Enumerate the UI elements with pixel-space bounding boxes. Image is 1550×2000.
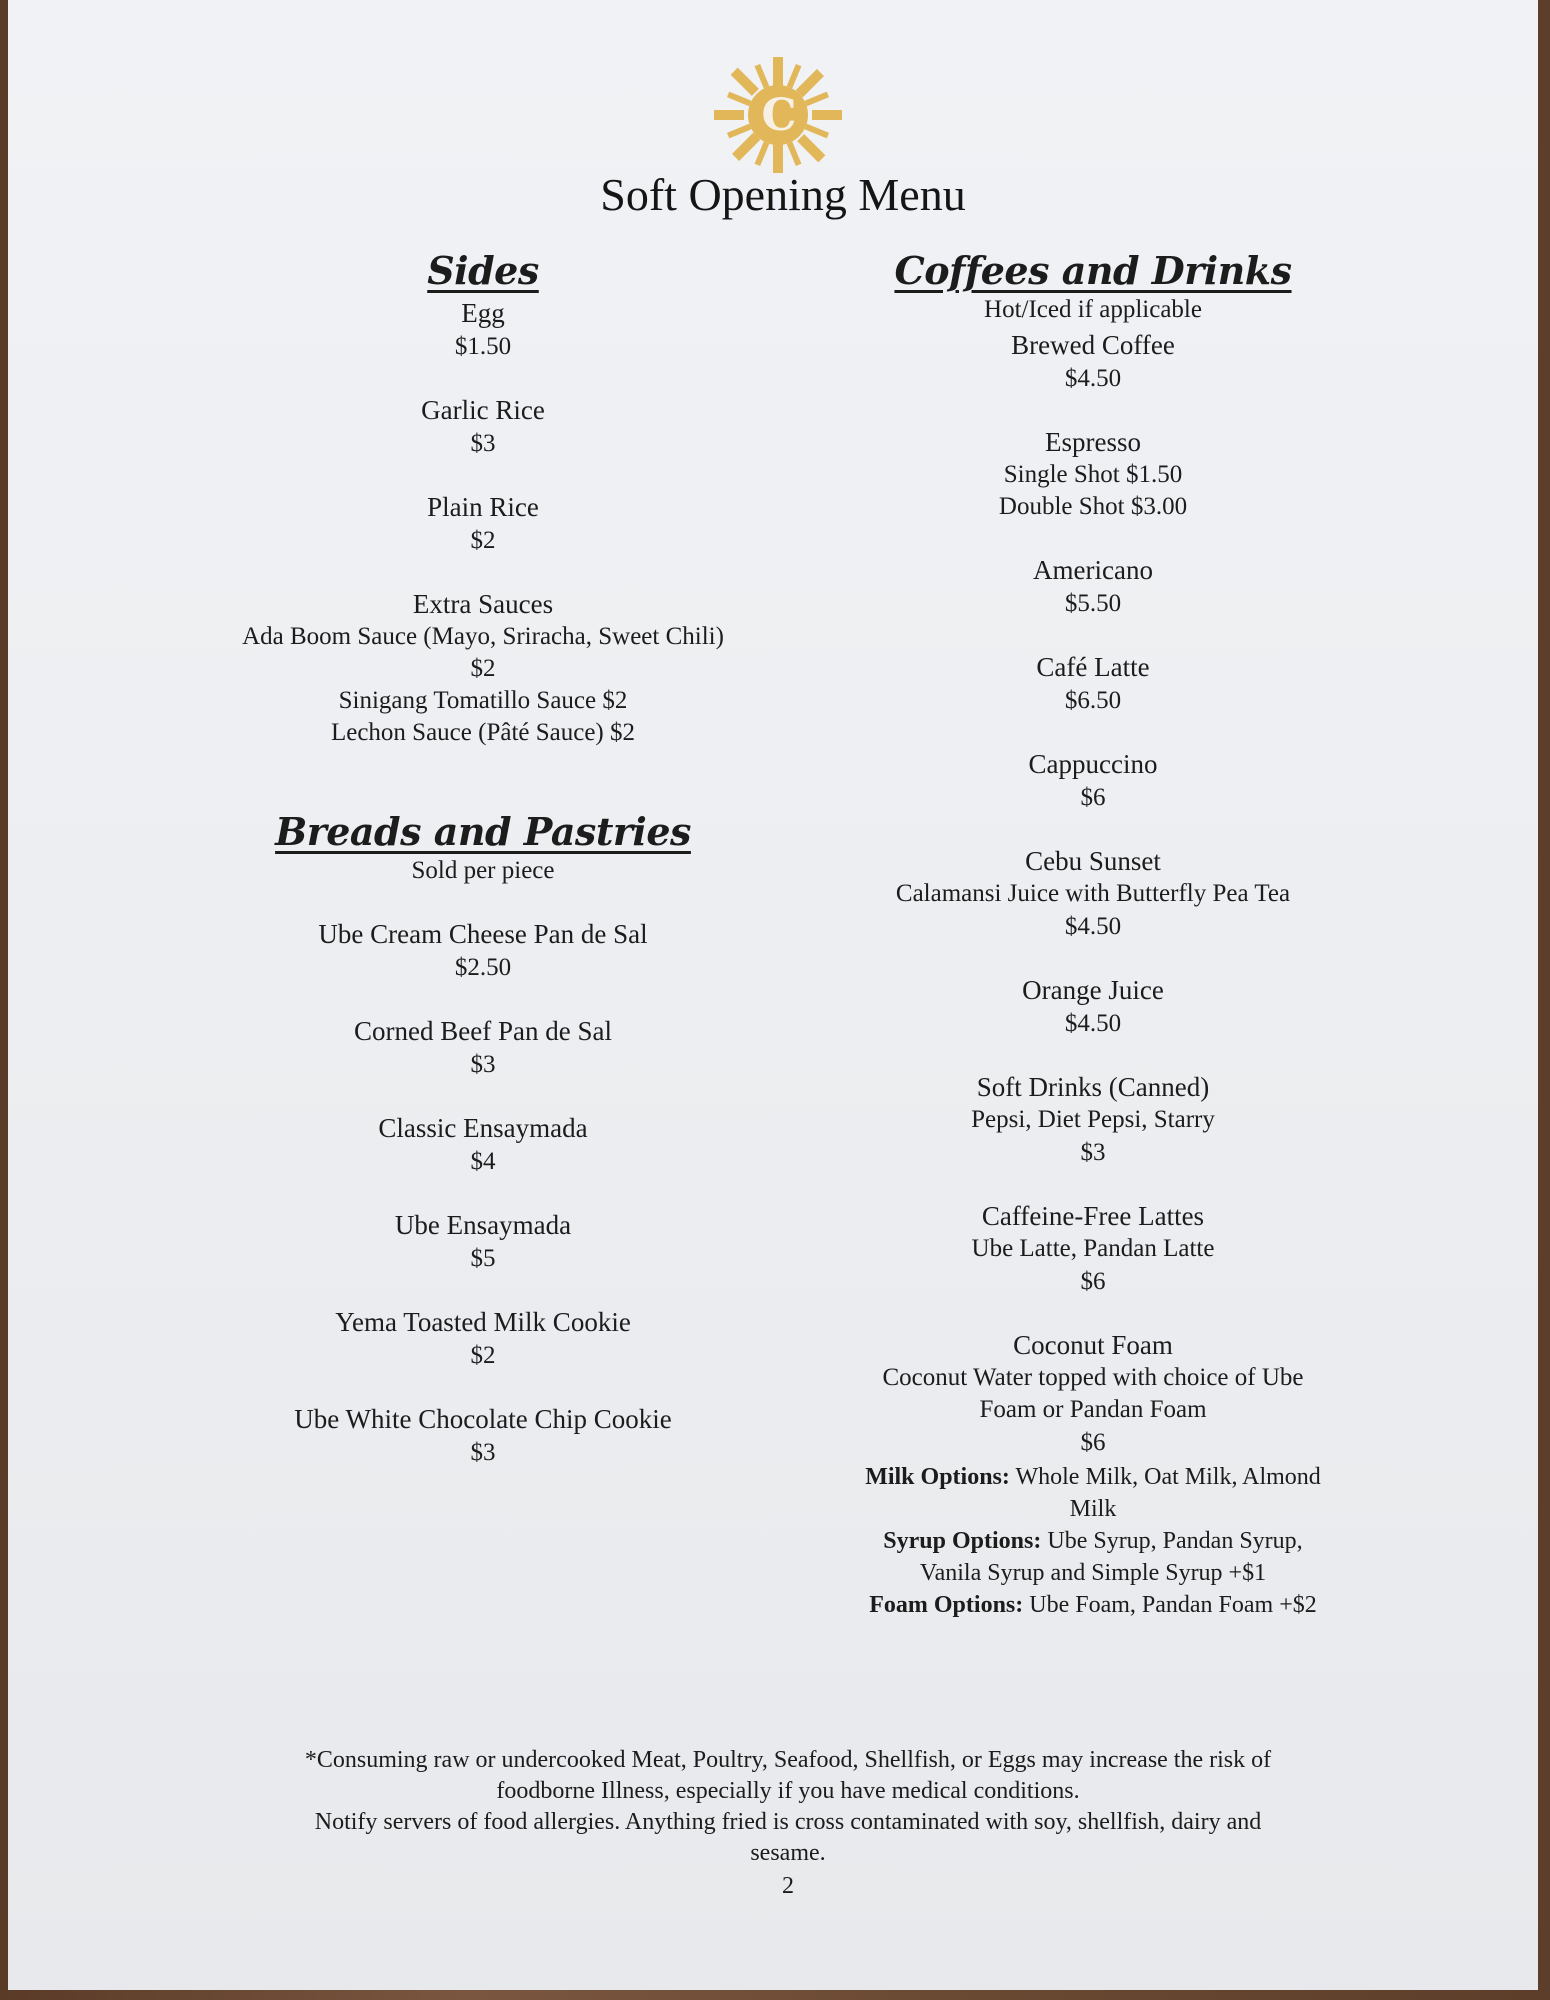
drink-options [798,1461,1388,1621]
notice-line: *Consuming raw or undercooked Meat, Poultry, Seafood, Shellfish, or Eggs may increase the risk of [304,1747,1272,1773]
item-name: Cebu Sunset [1025,846,1161,876]
menu-item-ube-cookie [188,1402,778,1469]
item-line: Double Shot $3.00 [998,493,1188,520]
menu-item-corned-beef [188,1014,778,1081]
menu-item-classic-ensaymada [188,1111,778,1178]
syrup-options [798,1525,1388,1557]
item-line: Pepsi, Diet Pepsi, Starry [971,1106,1215,1133]
menu-item-cappuccino [798,747,1388,814]
item-name: Coconut Foam [1013,1330,1173,1360]
breads-heading: Breads and Pastries [275,809,691,854]
syrup-options-label: Syrup Options: [883,1528,1042,1554]
item-price: $4.50 [1064,1010,1122,1037]
sauce-line: Lechon Sauce (Pâté Sauce) $2 [330,719,636,746]
milk-options-label: Milk Options: [865,1464,1010,1490]
sun-c-logo-icon [708,55,848,175]
item-line: Single Shot $1.50 [1003,461,1183,488]
item-price: $2.50 [454,954,512,981]
item-name: Cappuccino [1028,749,1158,779]
menu-item-orange-juice [798,973,1388,1040]
milk-options-text-2: Milk [1069,1496,1117,1522]
menu-item-extra-sauces [188,587,778,749]
item-price: $6 [1080,784,1106,811]
item-price: $6 [1080,1268,1106,1295]
breads-subheading: Sold per piece [411,857,555,884]
notice-line: sesame. [750,1840,826,1866]
item-price: $2 [470,1342,496,1369]
sauce-line: $2 [470,655,496,682]
item-line: Calamansi Juice with Butterfly Pea Tea [895,880,1291,907]
item-price: $2 [470,527,496,554]
drinks-subheading: Hot/Iced if applicable [984,296,1202,323]
item-name: Ube Cream Cheese Pan de Sal [318,919,648,949]
item-price: $6 [1080,1429,1106,1456]
sauce-line: Sinigang Tomatillo Sauce $2 [338,687,628,714]
menu-item-yema-cookie [188,1305,778,1372]
logo-letter: C [761,90,797,141]
item-price: $4.50 [1064,913,1122,940]
item-price: $5 [470,1245,496,1272]
item-name: Ube White Chocolate Chip Cookie [294,1404,672,1434]
notice-line: foodborne Illness, especially if you have medical conditions. [496,1778,1080,1804]
menu-item-cafe-latte [798,650,1388,717]
item-price: $5.50 [1064,590,1122,617]
page-number: 2 [782,1873,794,1899]
menu-page [8,0,1538,1990]
menu-item-ube-cream-cheese [188,917,778,984]
menu-item-caffeine-free-lattes [798,1199,1388,1298]
item-name: Plain Rice [427,492,539,522]
menu-item-soft-drinks [798,1070,1388,1169]
item-name: Extra Sauces [412,589,554,619]
item-price: $3 [470,1051,496,1078]
item-name: Espresso [1045,427,1141,457]
syrup-options-text: Ube Syrup, Pandan Syrup, [1047,1528,1303,1554]
item-name: Café Latte [1036,652,1150,682]
menu-item-cebu-sunset [798,844,1388,943]
item-name: Brewed Coffee [1011,330,1175,360]
item-price: $3 [470,430,496,457]
menu-item-ube-ensaymada [188,1208,778,1275]
menu-item-americano [798,553,1388,620]
menu-item-espresso [798,425,1388,523]
item-name: Garlic Rice [421,395,545,425]
item-name: Corned Beef Pan de Sal [354,1016,612,1046]
item-name: Yema Toasted Milk Cookie [335,1307,631,1337]
drinks-heading: Coffees and Drinks [894,248,1292,293]
menu-item-plain-rice [188,490,778,557]
allergy-notice [238,1745,1338,1902]
item-price: $4.50 [1064,365,1122,392]
page-title: Soft Opening Menu [600,169,966,220]
milk-options-text: Whole Milk, Oat Milk, Almond [1015,1464,1321,1490]
milk-options [798,1461,1388,1493]
notice-line: Notify servers of food allergies. Anything fried is cross contaminated with soy, shellfish, dairy and [314,1809,1262,1835]
item-name: Classic Ensaymada [378,1113,588,1143]
sides-heading: Sides [427,248,539,293]
item-name: Caffeine-Free Lattes [981,1201,1205,1231]
sauce-line: Ada Boom Sauce (Mayo, Sriracha, Sweet Chili) [242,623,724,650]
right-column [798,248,1388,1621]
item-price: $4 [470,1148,496,1175]
left-column [188,248,778,1469]
menu-item-egg [188,296,778,363]
foam-options [798,1589,1388,1621]
menu-item-garlic-rice [188,393,778,460]
item-line: Ube Latte, Pandan Latte [971,1235,1215,1262]
syrup-options-text-2: Vanila Syrup and Simple Syrup +$1 [919,1560,1267,1586]
menu-item-coconut-foam [798,1328,1388,1459]
foam-options-text: Ube Foam, Pandan Foam +$2 [1029,1592,1317,1618]
item-name: Orange Juice [1022,975,1164,1005]
item-price: $3 [470,1439,496,1466]
item-price: $6.50 [1064,687,1122,714]
item-name: Soft Drinks (Canned) [976,1072,1210,1102]
foam-options-label: Foam Options: [869,1592,1024,1618]
item-line: Foam or Pandan Foam [979,1396,1207,1423]
item-price: $3 [1080,1139,1106,1166]
item-name: Egg [461,298,505,328]
item-price: $1.50 [454,333,512,360]
menu-item-brewed-coffee [798,328,1388,395]
item-name: Americano [1033,555,1153,585]
item-line: Coconut Water topped with choice of Ube [882,1364,1304,1391]
item-name: Ube Ensaymada [394,1210,572,1240]
